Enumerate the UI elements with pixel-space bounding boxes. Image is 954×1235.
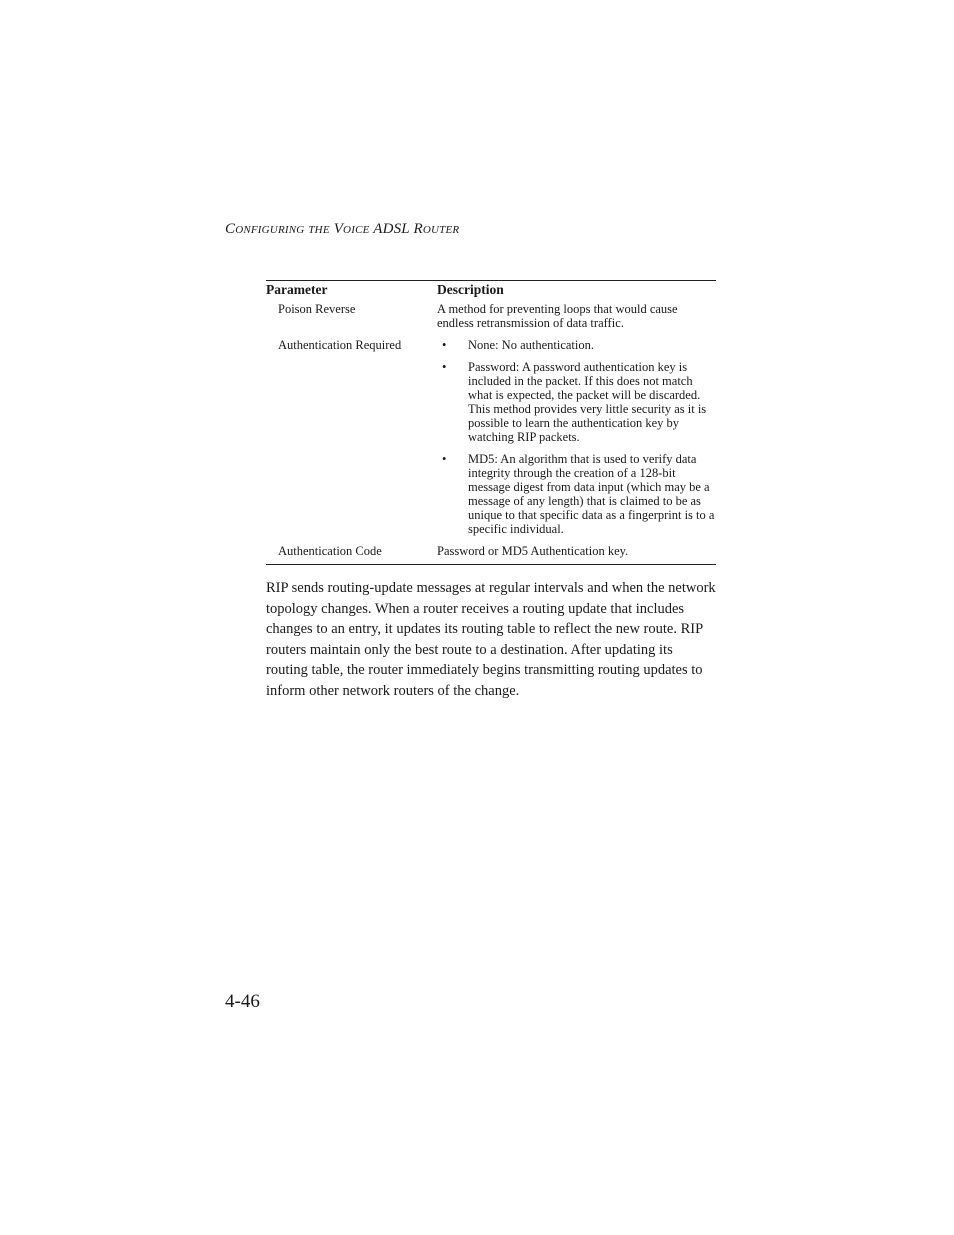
bullet-icon: • [442,360,447,374]
auth-option-password: Password: A password authentication key is included in the packet. If this does not match what is expected, the packet will be discarded. This method provides very little security as it is possible to learn the authentication key by watching RIP packets. [468,360,707,444]
table-row [266,336,716,542]
header-parameter: Parameter [266,282,328,297]
header-description: Description [437,282,504,297]
running-head: Configuring the Voice ADSL Router [225,221,460,237]
param-authentication-code: Authentication Code [278,544,382,558]
list-item [437,338,716,352]
bullet-icon: • [442,452,447,466]
desc-authentication-required [437,336,716,542]
param-poison-reverse: Poison Reverse [278,302,356,316]
body-paragraph: RIP sends routing-update messages at regular intervals and when the network topology changes. When a router receives a routing update that includes changes to an entry, it updates its routing table to reflect the new route. RIP routers maintain only the best route to a destination. After updating its routing table, the router immediately begins transmitting routing updates to inform other network routers of the change. [266,580,716,699]
auth-option-none: None: No authentication. [468,338,595,352]
param-authentication-required: Authentication Required [278,338,402,352]
desc-authentication-code: Password or MD5 Authentication key. [437,544,629,558]
list-item [437,360,716,444]
auth-options-list [437,338,716,536]
table-row [266,300,716,336]
parameter-table [266,280,716,565]
desc-poison-reverse: A method for preventing loops that would cause endless retransmission of data traffic. [437,302,678,330]
table-row [266,542,716,565]
page-number: 4-46 [225,991,260,1012]
list-item [437,452,716,536]
bullet-icon: • [442,338,447,352]
table-header-row [266,281,716,301]
auth-option-md5: MD5: An algorithm that is used to verify data integrity through the creation of a 128-bit message digest from data input (which may be a message of any length) that is claimed to be as unique to that specific data as a fingerprint is to a specific individual. [468,452,715,536]
